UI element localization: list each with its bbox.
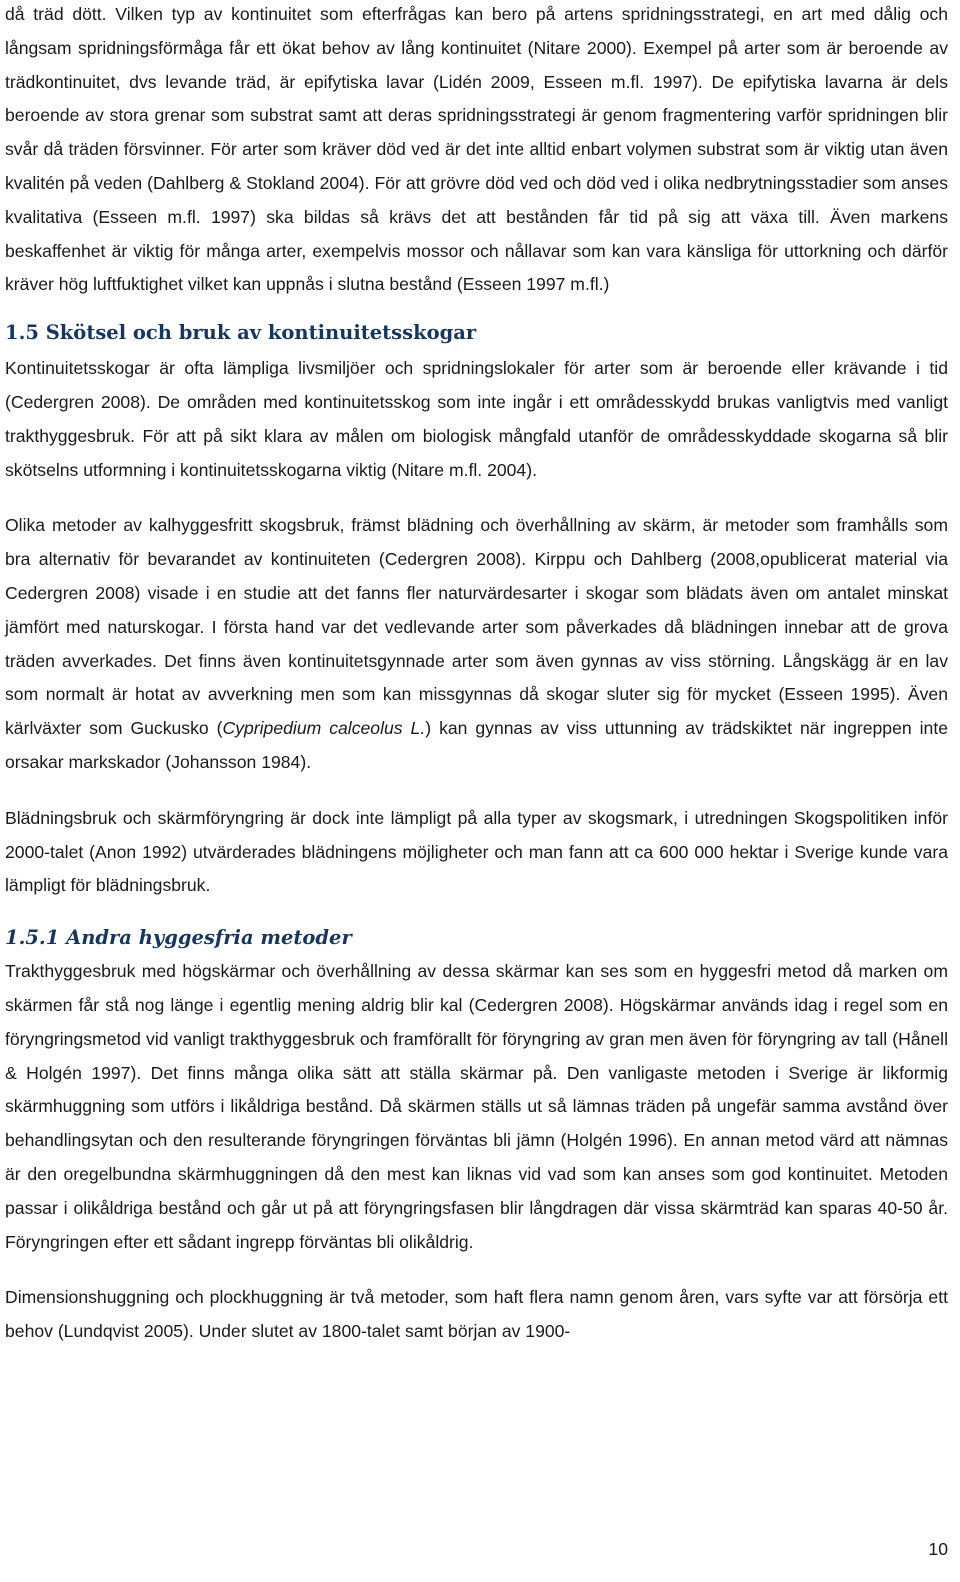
species-name-italic: Cypripedium calceolus L. [222,718,426,739]
paragraph-text: Olika metoder av kalhyggesfritt skogsbruk, främst blädning och överhållning av skärm, är metoder som framhålls som bra alternativ för bevarandet av kontinuiteten (Cedergren 2008). Kirppu och Dahlberg (2008,opublicerat material via Cedergren 2008) visade i en studie att det fanns fler naturvärdesarter i skogar som blädats även om antalet minskat jämfört med naturskogar. I första hand var det vedlevande arter som påverkades då blädningen innebar att de grova träden avverkades. Det finns även kontinuitetsgynnade arter som även gynnas av viss störning. Långskägg är en lav som normalt är hotat av avverkning men som kan missgynnas då skogar sluter sig för mycket (Esseen 1995). Även kärlväxter som Guckusko ( [5,515,948,739]
paragraph-selection-cutting: Blädningsbruk och skärmföryngring är dock inte lämpligt på alla typer av skogsmark, i utredningen Skogspolitiken inför 2000-talet (Anon 1992) utvärderades blädningens möjligheter och man fann att ca 600 000 hektar i Sverige kunde vara lämpligt för blädningsbruk. [5,807,948,896]
paragraph-alternative-methods [5,509,948,779]
paragraph-text: ) kan gynnas av viss uttunning av trädskiktet när ingreppen inte orsakar markskador (Johansson 1984). [5,718,948,772]
paragraph-shelterwood: Trakthyggesbruk med högskärmar och överhållning av dessa skärmar kan ses som en hyggesfri metod då marken om skärmen får stå nog länge i egentlig mening aldrig blir kal (Cedergren 2008). Högskärmar används idag i regel som en föryngringsmetod vid vanligt trakthyggesbruk och framförallt för föryngring av gran men även för föryngring av tall (Hånell & Holgén 1997). Det finns många olika sätt att ställa skärmar på. Den vanligaste metoden i Sverige är likformig skärmhuggning som utförs i likåldriga bestånd. Då skärmen ställs ut så lämnas träden på ungefär samma avstånd över behandlingsytan och den resulterande föryngringen förväntas bli jämn (Holgén 1996). En annan metod värd att nämnas är den oregelbundna skärmhuggningen då den mest kan liknas vid vad som kan anses som god kontinuitet. Metoden passar i olikåldriga bestånd och går ut på att föryngringsfasen blir långdragen där vissa skärmträd kan sparas 40-50 år. Föryngringen efter ett sådant ingrepp förväntas bli olikåldrig. [5,961,948,1252]
section-heading: 1.5 Skötsel och bruk av kontinuitetsskogar [5,321,477,345]
document-body [5,0,948,1349]
subsection-heading: 1.5.1 Andra hyggesfria metoder [5,926,352,950]
page-number: 10 [928,1539,948,1559]
paragraph-dimension-cutting: Dimensionshuggning och plockhuggning är två metoder, som haft flera namn genom åren, vars syfte var att försörja ett behov (Lundqvist 2005). Under slutet av 1800-talet samt början av 1900- [5,1287,948,1342]
paragraph-continuity-forests: Kontinuitetsskogar är ofta lämpliga livsmiljöer och spridningslokaler för arter som är beroende eller krävande i tid (Cedergren 2008). De områden med kontinuitetsskog som inte ingår i ett områdesskydd brukas vanligtvis med vanligt trakthyggesbruk. För att på sikt klara av målen om biologisk mångfald utanför de områdesskyddade skogarna så blir skötselns utformning i kontinuitetsskogarna viktig (Nitare m.fl. 2004). [5,358,948,480]
paragraph-continuation: då träd dött. Vilken typ av kontinuitet som efterfrågas kan bero på artens spridningsstrategi, en art med dålig och långsam spridningsförmåga får ett ökat behov av lång kontinuitet (Nitare 2000). Exempel på arter som är beroende av trädkontinuitet, dvs levande träd, är epifytiska lavar (Lidén 2009, Esseen m.fl. 1997). De epifytiska lavarna är dels beroende av stora grenar som substrat samt att deras spridningsstrategi är genom fragmentering varför spridningen blir svår då träden försvinner. För arter som kräver död ved är det inte alltid enbart volymen substrat som är viktig utan även kvalitén på veden (Dahlberg & Stokland 2004). För att grövre död ved och död ved i olika nedbrytningsstadier som anses kvalitativa (Esseen m.fl. 1997) ska bildas så krävs det att bestånden får tid på sig att växa till. Även markens beskaffenhet är viktig för många arter, exempelvis mossor och nållavar som kan vara känsliga för uttorkning och därför kräver hög luftfuktighet vilket kan uppnås i slutna bestånd (Esseen 1997 m.fl.) [5,4,948,295]
